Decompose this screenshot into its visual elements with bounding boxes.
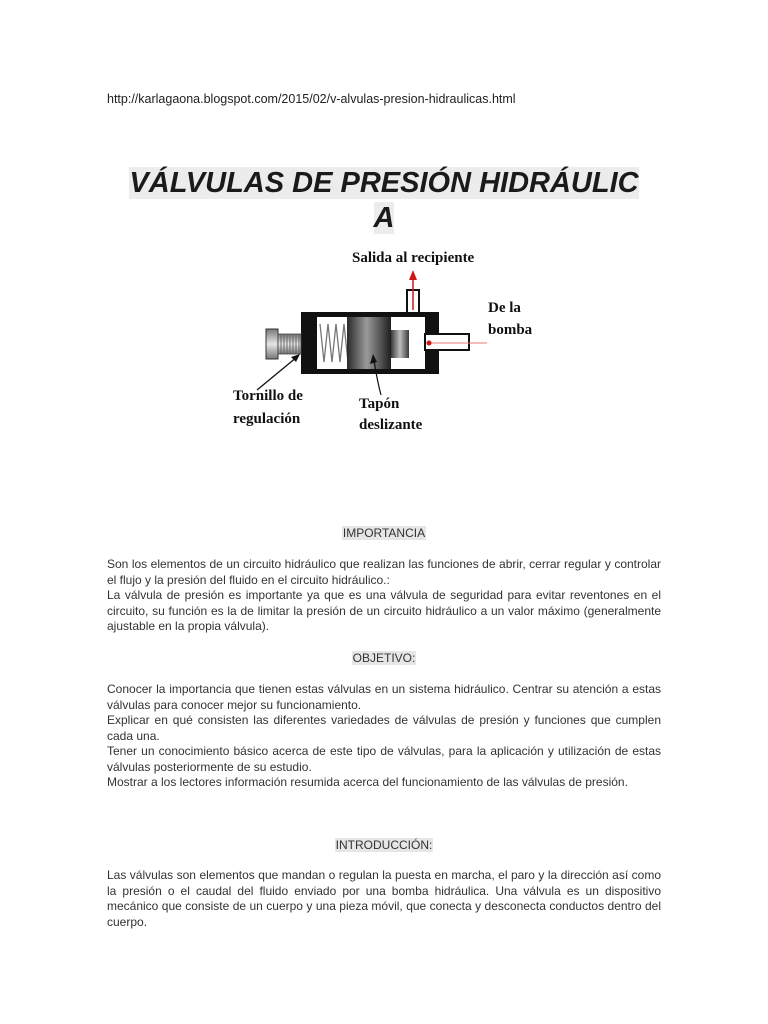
introduccion-paragraph: Las válvulas son elementos que mandan o regulan la puesta en marcha, el paro y la dirección así como la presión o el caudal del fluido enviado por una bomba hidráulica. Una válvula es un dispositivo mecánico que consiste de un cuerpo y una pieza móvil, que conecta y desconecta conductos dentro del cuerpo. [107, 868, 661, 929]
outlet-arrowhead [409, 270, 417, 280]
introduccion-heading [107, 838, 661, 854]
screw-thread-lines [281, 334, 299, 354]
screw-pointer [257, 357, 297, 390]
sliding-plug [347, 317, 391, 369]
pressure-valve-diagram [225, 240, 555, 440]
objetivo-paragraph: Explicar en qué consisten las diferentes variedades de válvulas de presión y funciones que cumplen cada una. [107, 713, 661, 743]
inlet-pipe [425, 334, 469, 350]
title-line-2: A [373, 202, 395, 234]
screw-head [266, 329, 278, 359]
objetivo-heading [107, 651, 661, 667]
page-title [107, 166, 661, 236]
screw-label-1: Tornillo de [233, 388, 303, 404]
outlet-label: Salida al recipiente [352, 250, 475, 266]
objetivo-paragraph: Conocer la importancia que tienen estas válvulas en un sistema hidráulico. Centrar su atención a estas válvulas para conocer mejor su funcionamiento. [107, 682, 661, 712]
plug-nose [391, 330, 409, 358]
inlet-dot [427, 341, 432, 346]
importancia-paragraph: Son los elementos de un circuito hidráulico que realizan las funciones de abrir, cerrar regular y controlar el flujo y la presión del fluido en el circuito hidráulico.: [107, 557, 661, 587]
source-url[interactable]: http://karlagaona.blogspot.com/2015/02/v-alvulas-presion-hidraulicas.html [107, 92, 516, 106]
importancia-body [107, 557, 661, 635]
pump-label-1: De la [488, 300, 521, 316]
plug-label-1: Tapón [359, 396, 400, 412]
plug-label-2: deslizante [359, 417, 423, 433]
objetivo-heading-text: OBJETIVO: [352, 651, 416, 665]
objetivo-body [107, 682, 661, 791]
pump-label-2: bomba [488, 322, 533, 338]
screw-label-2: regulación [233, 411, 301, 427]
objetivo-paragraph: Tener un conocimiento básico acerca de este tipo de válvulas, para la aplicación y utilización de estas válvulas posteriormente de su estudio. [107, 744, 661, 774]
importancia-paragraph: La válvula de presión es importante ya que es una válvula de seguridad para evitar reventones en el circuito, su función es la de limitar la presión de un circuito hidráulico a un valor máximo (generalmente ajustable en la propia válvula). [107, 588, 661, 633]
importancia-heading-text: IMPORTANCIA [342, 526, 426, 540]
screw-thread [278, 334, 301, 354]
importancia-heading [107, 526, 661, 542]
introduccion-heading-text: INTRODUCCIÓN: [335, 838, 433, 852]
objetivo-paragraph: Mostrar a los lectores información resumida acerca del funcionamiento de las válvulas de presión. [107, 775, 628, 789]
title-line-1: VÁLVULAS DE PRESIÓN HIDRÁULIC [129, 167, 639, 199]
introduccion-body [107, 868, 661, 930]
